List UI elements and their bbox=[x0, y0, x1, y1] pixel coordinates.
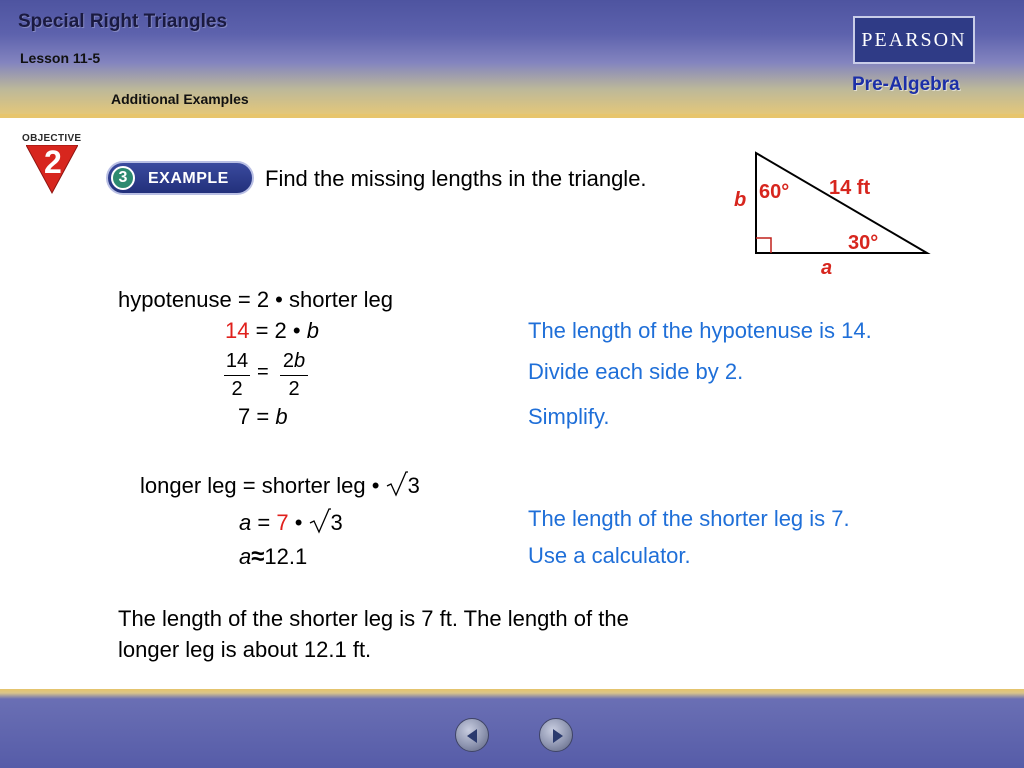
note-calculator: Use a calculator. bbox=[528, 543, 691, 568]
solution-value: 7 bbox=[238, 404, 251, 429]
note-hypotenuse: The length of the hypotenuse is 14. bbox=[528, 318, 872, 343]
angle-30-label: 30° bbox=[848, 232, 879, 254]
variable-a: a bbox=[239, 510, 252, 535]
side-b-label: b bbox=[734, 189, 747, 211]
equation-line-4: 7 = b bbox=[238, 404, 288, 429]
variable-b: b bbox=[306, 318, 319, 343]
fraction-left-denominator: 2 bbox=[231, 378, 243, 400]
side-a-label: a bbox=[821, 257, 833, 279]
objective-number: 2 bbox=[44, 144, 62, 180]
fraction-left bbox=[224, 351, 250, 399]
approx-symbol: ≈ bbox=[251, 543, 265, 570]
previous-slide-button[interactable] bbox=[455, 718, 489, 752]
equation-line-a: a = 7 • 3 bbox=[239, 510, 343, 535]
example-label: EXAMPLE bbox=[148, 170, 229, 187]
fraction-left-numerator: 14 bbox=[225, 350, 249, 372]
longer-leg-formula: longer leg = shorter leg • 3 bbox=[140, 473, 420, 498]
objective-badge bbox=[20, 133, 92, 195]
hypotenuse-value: 14 bbox=[225, 318, 250, 343]
hypotenuse-formula: hypotenuse = 2 • shorter leg bbox=[118, 287, 393, 312]
example-number: 3 bbox=[111, 166, 135, 190]
fraction-equals: = bbox=[257, 361, 269, 383]
conclusion-line-2: longer leg is about 12.1 ft. bbox=[118, 637, 372, 662]
conclusion-line-1: The length of the shorter leg is 7 ft. The length of the bbox=[118, 606, 629, 631]
triangle-shape bbox=[756, 153, 927, 253]
section-subtitle: Additional Examples bbox=[111, 91, 249, 107]
note-shorter-leg: The length of the shorter leg is 7. bbox=[528, 506, 850, 531]
footer-band bbox=[0, 689, 1024, 768]
variable-a: a bbox=[239, 544, 252, 569]
triangle-diagram bbox=[728, 146, 938, 281]
radicand: 3 bbox=[330, 510, 343, 535]
fraction-right-denominator: 2 bbox=[288, 378, 300, 400]
hypotenuse-label: 14 ft bbox=[829, 177, 871, 199]
note-simplify: Simplify. bbox=[528, 404, 610, 429]
arrow-right-icon bbox=[549, 728, 565, 744]
sqrt-icon bbox=[386, 471, 408, 497]
lesson-title: Special Right Triangles bbox=[18, 11, 228, 32]
example-prompt: Find the missing lengths in the triangle. bbox=[265, 166, 647, 191]
equation-line-2 bbox=[225, 320, 319, 342]
radicand: 3 bbox=[407, 473, 420, 498]
note-divide: Divide each side by 2. bbox=[528, 359, 744, 384]
objective-label: OBJECTIVE bbox=[22, 133, 82, 144]
next-slide-button[interactable] bbox=[539, 718, 573, 752]
equation-line-approx bbox=[239, 545, 307, 569]
arrow-left-icon bbox=[465, 728, 481, 744]
approx-value: 12.1 bbox=[264, 544, 308, 569]
header-band bbox=[0, 0, 1024, 118]
right-angle-mark bbox=[756, 238, 771, 253]
fraction-right-numerator: 2b bbox=[282, 350, 306, 372]
variable-b: b bbox=[275, 404, 288, 429]
lesson-number: Lesson 11-5 bbox=[20, 50, 101, 66]
sqrt-icon bbox=[309, 508, 331, 534]
angle-60-label: 60° bbox=[759, 181, 790, 203]
fraction-right bbox=[280, 351, 308, 399]
shorter-leg-value: 7 bbox=[276, 510, 289, 535]
course-name: Pre-Algebra bbox=[852, 74, 960, 95]
equation-text: = 2 • bbox=[249, 318, 307, 343]
publisher-logo: PEARSON bbox=[853, 16, 975, 64]
example-badge bbox=[106, 161, 254, 195]
